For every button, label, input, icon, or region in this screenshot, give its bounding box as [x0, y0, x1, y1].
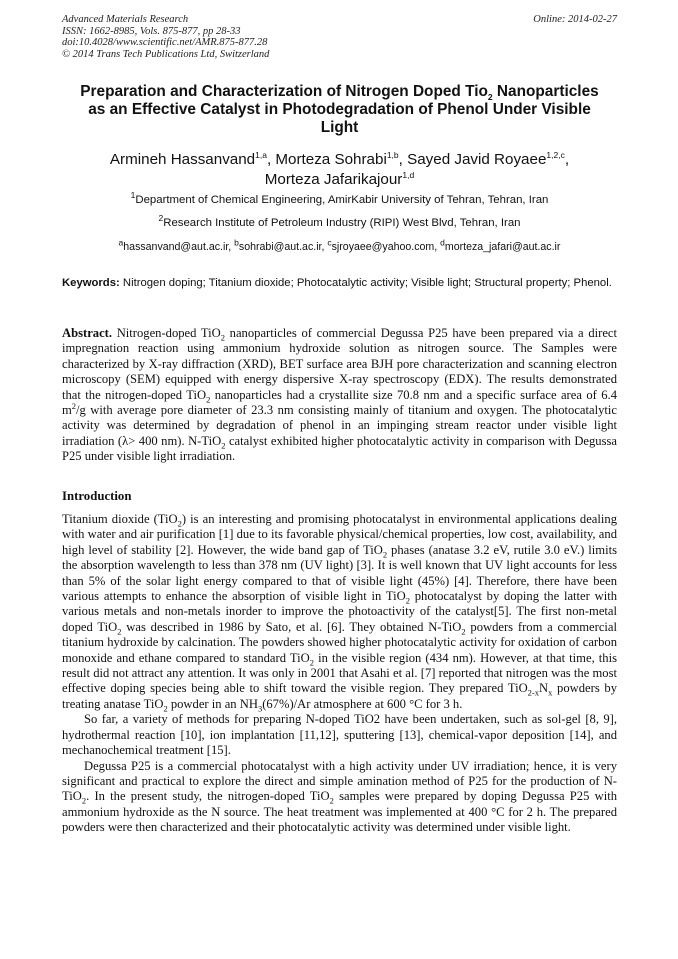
email-link: morteza_jafari@aut.ac.ir	[444, 241, 561, 253]
affiliation-1: $^1$Department of Chemical Engineering, AmirKabir University of Tehran, Tehran, Iran	[130, 190, 549, 206]
email-link: sjroyaee@yahoo.com,	[331, 241, 441, 253]
section-heading-introduction: Introduction	[62, 489, 132, 503]
keywords-label: Keywords:	[62, 277, 120, 289]
author-name: , Sayed Javid Royaee	[398, 151, 547, 168]
author-name: Morteza Jafarikajour	[264, 171, 403, 188]
email-link: hassanvand@aut.ac.ir,	[123, 241, 235, 253]
journal-doi: doi:10.4028/www.scientific.net/AMR.875-877.28	[62, 37, 268, 48]
paragraph: Titanium dioxide (TiO$_2$) is an interesting and promising photocatalyst in environmental applications dealing with water and air purification [1] due to its favorable physical/chemical properties, low cost, availability, and high level of stability [2]. However, the wide band gap of TiO$_2$ phases (anatase 3.2 eV, rutile 3.0 eV.) limits the absorption wavelength to less than 378 nm (UV light) [3]. It is well known that UV light accounts for less than 5% of the solar light energy compared to that of visible light (45%) [4]. Therefore, there have been various attempts to enhance the absorption of visible light in TiO$_2$ photocatalyst by doping the latter with various metals and non-metals inorder to improve the photoactivity of the catalyst[5]. The first non-metal doped TiO$_2$ was described in 1986 by Sato, et al. [6]. They obtained N-TiO$_2$ powders from a commercial titanium hydroxide by calcination. The powders showed higher photocatalytic activity for oxidation of carbon monoxide and ethane compared to standard TiO$_2$ in the visible region (434 nm). However, at that time, this result did not attract any attention. It was only in 2001 that Asahi et al. [7] reported that nitrogen was the most effective doping species being able to shift toward the visible region. They prepared $TiO_{2-x}N_x$ powders by treating anatase TiO$_2$ powder in an $NH_3(67\%)/Ar$ atmosphere at 600 °C for 3 h.	[62, 512, 618, 714]
journal-info	[62, 14, 269, 60]
paragraph: So far, a variety of methods for preparing N-doped TiO2 have been undertaken, such as sol-gel [8, 9], hydrothermal reaction [10], ion implantation [11,12], sputtering [13], chemical-vapor deposition [14], and mechanochemical treatment [15].	[62, 712, 617, 758]
journal-issn: ISSN: 1662-8985, Vols. 875-877, pp 28-33	[62, 25, 241, 37]
paragraph: Degussa P25 is a commercial photocatalyst with a high activity under UV irradiation; hence, it is very significant and practical to explore the direct and simple amination method of P25 for the production of N-TiO$_2$. In the present study, the nitrogen-doped TiO$_2$ samples were prepared by doping Degussa P25 with ammonium hydroxide as the N source. The heat treatment was implemented at 400 °C for 2 h. The prepared powders were then characterized and their photocatalytic activity was determined under visible light.	[62, 758, 617, 835]
abstract-label: Abstract.	[62, 326, 113, 340]
online-date: Online: 2014-02-27	[533, 14, 617, 25]
keywords-text: Nitrogen doping; Titanium dioxide; Photocatalytic activity; Visible light; Structural property; Phenol.	[119, 277, 612, 289]
author-emails: $^a$hassanvand@aut.ac.ir, $^b$sohrabi@aut.ac.ir, $^c$sjroyaee@yahoo.com, $^d$morteza_jafari@aut.ac.ir	[118, 237, 561, 253]
author-name: , Morteza Sohrabi	[266, 151, 387, 168]
keywords	[62, 276, 617, 291]
introduction-body	[62, 512, 617, 836]
journal-name: Advanced Materials Research	[62, 14, 189, 25]
journal-copyright: © 2014 Trans Tech Publications Ltd, Switzerland	[62, 48, 270, 60]
email-link: sohrabi@aut.ac.ir,	[238, 241, 328, 253]
paper-title: Preparation and Characterization of Nitrogen Doped Tio$_2$ Nanoparticles as an Effective Catalyst in Photodegradation of Phenol Under Visible Light	[80, 83, 599, 136]
abstract: Abstract. Nitrogen-doped TiO$_2$ nanoparticles of commercial Degussa P25 have been prepared via a direct impregnation reaction using ammonium hydroxide solution as nitrogen source. The Samples were characterized by X-ray diffraction (XRD), BET surface area BJH pore characterization and scanning electron microscopy (SEM) equipped with energy dispersive X-ray spectroscopy (EDX). The results demonstrated that the nitrogen-doped TiO$_2$ nanoparticles had a crystallite size 70.8 nm and a specific surface area of 6.4 $m^2/g$ with average pore diameter of 23.3 nm consisting mainly of titanium and oxygen. The photocatalytic activity was determined by degradation of phenol in an impinging stream reactor under visible light irradiation (λ> 400 nm). N-TiO$_2$ catalyst exhibited higher photocatalytic activity in comparison with Degussa P25 under visible light irradiation.	[62, 326, 617, 464]
affiliation-2: $^2$Research Institute of Petroleum Industry (RIPI) West Blvd, Tehran, Iran	[158, 213, 521, 229]
author-name: Armineh Hassanvand	[109, 151, 256, 168]
author-list: Armineh Hassanvand$^{1,a}$, Morteza Sohrabi$^{1,b}$, Sayed Javid Royaee$^{1,2,c}$, Morteza Jafarikajour$^{1,d}$	[109, 149, 570, 188]
